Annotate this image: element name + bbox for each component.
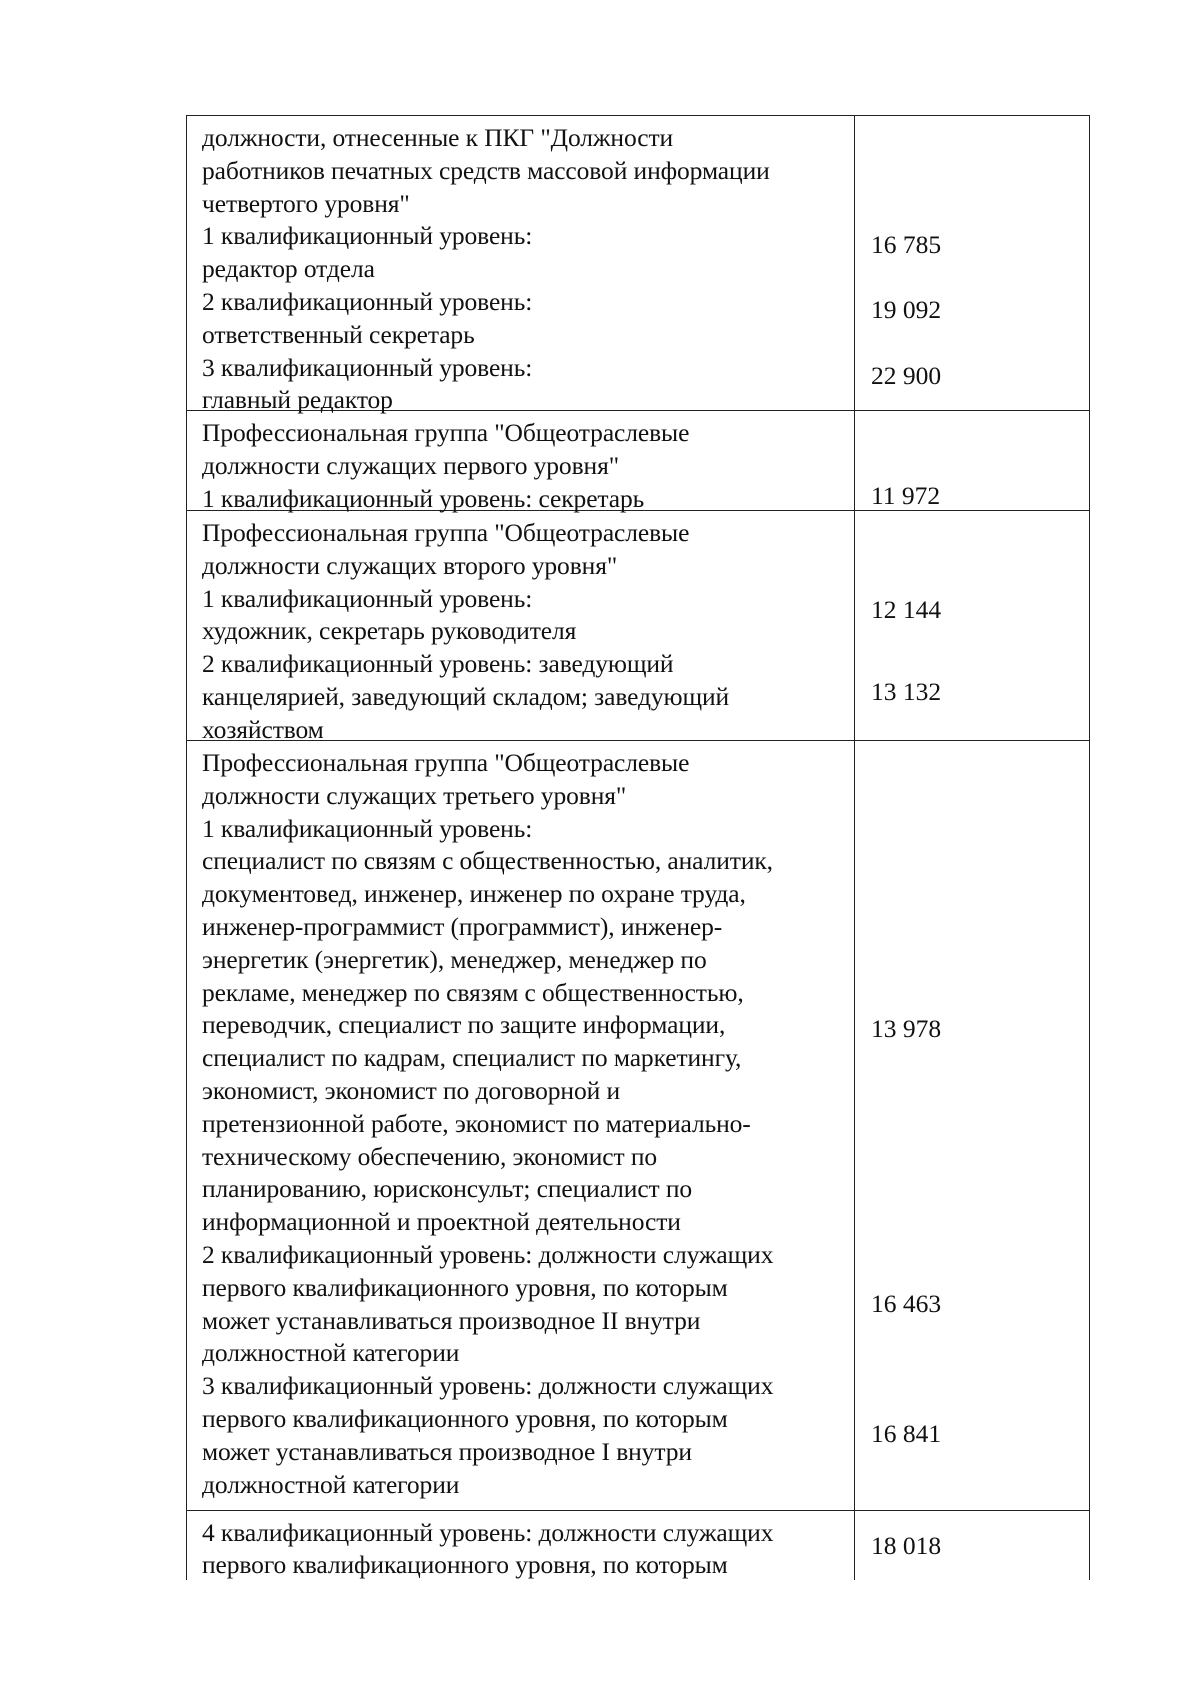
table-text-line: канцелярией, заведующий складом; заведующий xyxy=(202,681,730,711)
salary-value: 11 972 xyxy=(871,481,941,510)
position-description-cell xyxy=(187,1510,855,1580)
table-text-line: должности служащих второго уровня" xyxy=(202,550,618,580)
table-text-line: редактор отдела xyxy=(202,254,375,284)
table-row xyxy=(187,411,1089,511)
salary-cell xyxy=(855,741,1089,1510)
table-row xyxy=(187,741,1089,1511)
salary-value: 13 132 xyxy=(871,677,942,706)
position-description-cell xyxy=(187,741,855,1510)
table-row xyxy=(187,115,1089,415)
salary-value: 19 092 xyxy=(871,295,942,324)
salary-value: 22 900 xyxy=(871,361,942,390)
table-text-line: 3 квалификационный уровень: должности служащих xyxy=(202,1371,774,1401)
table-text-line: может устанавливаться производное I внутри xyxy=(202,1436,692,1466)
salary-cell xyxy=(855,1510,1089,1580)
table-text-line: специалист по связям с общественностью, аналитик, xyxy=(202,846,773,876)
table-text-line: энергетик (энергетик), менеджер, менеджер по xyxy=(202,944,707,974)
table-text-line: Профессиональная группа "Общеотраслевые xyxy=(202,418,690,447)
table-text-line: 1 квалификационный уровень: xyxy=(202,221,533,251)
table-text-line: главный редактор xyxy=(202,385,393,415)
salary-value: 16 841 xyxy=(871,1419,942,1448)
table-text-line: 2 квалификационный уровень: должности служащих xyxy=(202,1239,774,1269)
table-row xyxy=(187,1510,1089,1580)
table-text-line: 1 квалификационный уровень: xyxy=(202,583,533,613)
table-text-line: работников печатных средств массовой информации xyxy=(202,155,770,185)
table-text-line: должностной категории xyxy=(202,1469,460,1499)
table-text-line: первого квалификационного уровня, по которым xyxy=(202,1403,728,1433)
salary-cell xyxy=(855,116,1089,410)
salary-value: 16 463 xyxy=(871,1289,942,1318)
salary-value: 18 018 xyxy=(871,1530,942,1560)
table-text-line: документовед, инженер, инженер по охране труда, xyxy=(202,879,746,909)
table-text-line: четвертого уровня" xyxy=(202,188,410,218)
table-text-line: техническому обеспечению, экономист по xyxy=(202,1141,658,1171)
salary-value: 13 978 xyxy=(871,1014,942,1043)
table-text-line: Профессиональная группа "Общеотраслевые xyxy=(202,748,690,777)
table-text-line: может устанавливаться производное II внутри xyxy=(202,1305,701,1335)
table-text-line: 1 квалификационный уровень: xyxy=(202,813,533,843)
table-text-line: 2 квалификационный уровень: xyxy=(202,286,533,316)
table-text-line: должностной категории xyxy=(202,1338,460,1368)
table-text-line: претензионной работе, экономист по материально- xyxy=(202,1108,751,1138)
salary-cell xyxy=(855,411,1089,510)
salary-value: 16 785 xyxy=(871,230,942,259)
position-description-cell xyxy=(187,116,855,415)
salary-cell xyxy=(855,511,1089,740)
table-text-line: первого квалификационного уровня, по которым xyxy=(202,1550,728,1580)
table-text-line: инженер-программист (программист), инженер- xyxy=(202,911,723,941)
salary-value: 12 144 xyxy=(871,595,942,624)
table-text-line: Профессиональная группа "Общеотраслевые xyxy=(202,518,690,547)
table-text-line: планированию, юрисконсульт; специалист по xyxy=(202,1174,693,1204)
position-description-cell xyxy=(187,411,855,513)
table-text-line: 3 квалификационный уровень: xyxy=(202,352,533,382)
table-text-line: информационной и проектной деятельности xyxy=(202,1207,681,1237)
table-text-line: должности служащих третьего уровня" xyxy=(202,780,627,810)
position-description-cell xyxy=(187,511,855,744)
table-text-line: должности, отнесенные к ПКГ "Должности xyxy=(202,123,674,152)
table-text-line: должности служащих первого уровня" xyxy=(202,450,620,480)
table-text-line: ответственный секретарь xyxy=(202,319,475,349)
table-text-line: специалист по кадрам, специалист по маркетингу, xyxy=(202,1043,742,1073)
table-text-line: рекламе, менеджер по связям с общественностью, xyxy=(202,977,744,1007)
table-text-line: переводчик, специалист по защите информации, xyxy=(202,1010,726,1040)
table-text-line: экономист, экономист по договорной и xyxy=(202,1075,620,1105)
table-text-line: 4 квалификационный уровень: должности служащих xyxy=(202,1517,774,1547)
table-text-line: 2 квалификационный уровень: заведующий xyxy=(202,649,674,679)
table-text-line: первого квалификационного уровня, по которым xyxy=(202,1272,728,1302)
salary-table xyxy=(186,115,1090,1580)
table-text-line: 1 квалификационный уровень: секретарь xyxy=(202,483,645,513)
table-text-line: художник, секретарь руководителя xyxy=(202,616,577,646)
table-text-line: хозяйством xyxy=(202,714,324,744)
table-row xyxy=(187,511,1089,744)
